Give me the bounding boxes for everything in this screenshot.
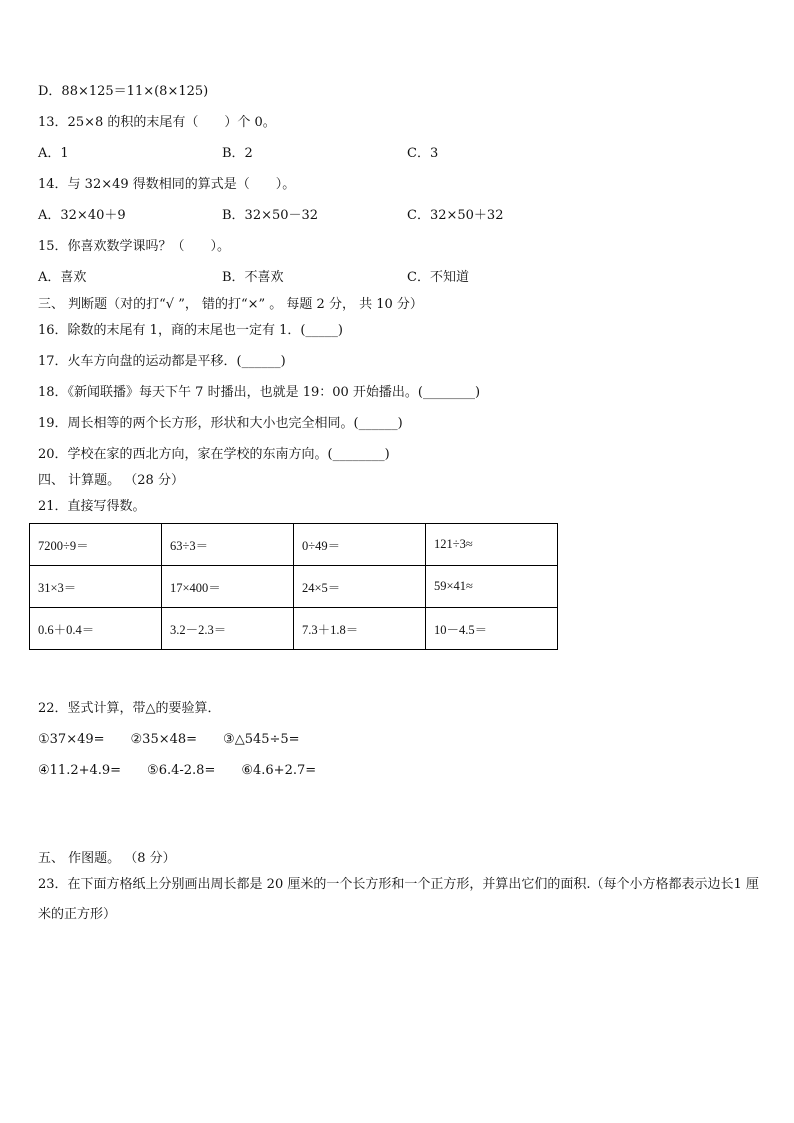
q22-row-1: ①37×49= ②35×48= ③△545÷5=	[38, 732, 300, 747]
table-row	[30, 524, 558, 566]
table-cell: 7200÷9＝	[30, 524, 162, 566]
table-cell: 17×400＝	[162, 566, 294, 608]
table-row	[30, 608, 558, 650]
q14-option-c: C．32×50＋32	[407, 208, 504, 223]
table-cell: 7.3＋1.8＝	[294, 608, 426, 650]
section-4-heading: 四、 计算题。 （28 分）	[38, 473, 184, 488]
q15-option-a: A．喜欢	[38, 270, 87, 285]
table-cell: 31×3＝	[30, 566, 162, 608]
q13-option-b: B．2	[222, 146, 253, 161]
q15-option-b: B．不喜欢	[222, 270, 284, 285]
q13-option-c: C．3	[407, 146, 439, 161]
q15-option-c: C．不知道	[407, 270, 469, 285]
table-cell: 24×5＝	[294, 566, 426, 608]
question-15: 15．你喜欢数学课吗？（ ）。	[38, 239, 231, 254]
section-5-heading: 五、 作图题。 （8 分）	[38, 851, 176, 866]
q12-option-d: D．88×125＝11×(8×125)	[38, 84, 209, 99]
question-17: 17．火车方向盘的运动都是平移．(______)	[38, 354, 286, 369]
question-20: 20．学校在家的西北方向，家在学校的东南方向。(________)	[38, 447, 390, 462]
table-row	[30, 566, 558, 608]
question-21: 21．直接写得数。	[38, 499, 146, 514]
table-cell: 121÷3≈	[426, 524, 558, 566]
question-23: 23．在下面方格纸上分别画出周长都是 20 厘米的一个长方形和一个正方形，并算出它们的面积.（每个小方格都表示边长1 厘米的正方形）	[38, 877, 759, 922]
calc-table	[29, 523, 558, 650]
question-13: 13．25×8 的积的末尾有（ ）个 0。	[38, 115, 276, 130]
table-cell: 59×41≈	[426, 566, 558, 608]
question-16: 16．除数的末尾有 1，商的末尾也一定有 1．(_____)	[38, 323, 343, 338]
q22-row-2: ④11.2+4.9= ⑤6.4-2.8= ⑥4.6+2.7=	[38, 763, 317, 778]
q14-option-b: B．32×50－32	[222, 208, 319, 223]
question-18: 18．《新闻联播》每天下午 7 时播出，也就是 19：00 开始播出。(________)	[38, 385, 481, 400]
question-19: 19．周长相等的两个长方形，形状和大小也完全相同。(______)	[38, 416, 403, 431]
question-22: 22．竖式计算，带△的要验算．	[38, 701, 221, 716]
table-cell: 10－4.5＝	[426, 608, 558, 650]
table-cell: 0÷49＝	[294, 524, 426, 566]
table-cell: 3.2－2.3＝	[162, 608, 294, 650]
table-cell: 0.6＋0.4＝	[30, 608, 162, 650]
table-cell: 63÷3＝	[162, 524, 294, 566]
q14-option-a: A．32×40＋9	[38, 208, 126, 223]
section-3-heading: 三、 判断题（对的打“√ ”， 错的打“×” 。 每题 2 分， 共 10 分）	[38, 297, 423, 312]
question-14: 14．与 32×49 得数相同的算式是（ ）。	[38, 177, 296, 192]
q13-option-a: A．1	[38, 146, 69, 161]
